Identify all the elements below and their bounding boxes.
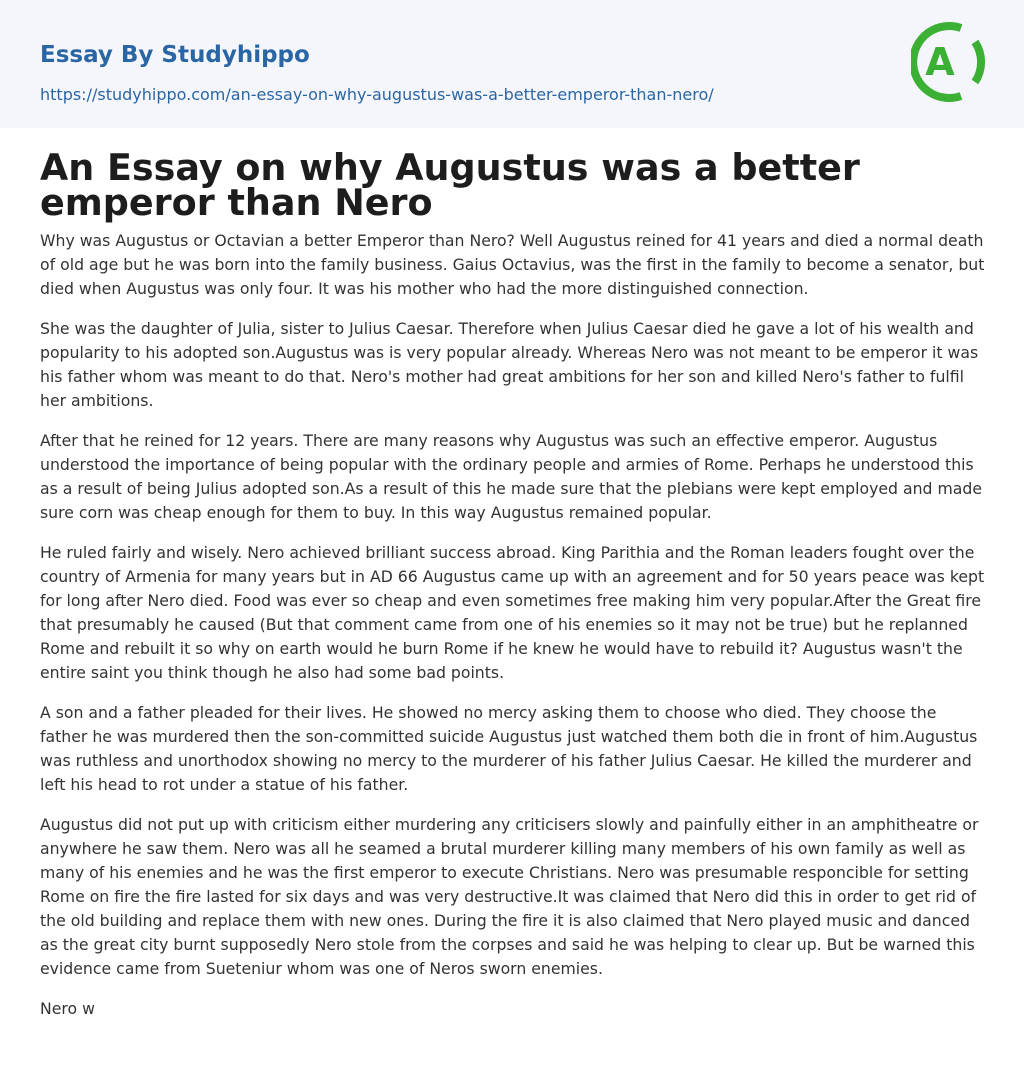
site-name[interactable]: Essay By Studyhippo [40, 42, 310, 68]
essay-paragraph: She was the daughter of Julia, sister to Julius Caesar. Therefore when Julius Caesar died he gave a lot of his wealth and popularity to his adopted son.Augustus was is very popular already. Whereas Nero was not meant to be emperor it was his father whom was meant to do that. Nero's mother had great ambitions for her son and killed Nero's father to fulfil her ambitions. [40, 319, 979, 410]
essay-paragraph: He ruled fairly and wisely. Nero achieved brilliant success abroad. King Parithia and the Roman leaders fought over the country of Armenia for many years but in AD 66 Augustus came up with an agreement and for 50 years peace was kept for long after Nero died. Food was ever so cheap and even sometimes free making him very popular.After the Great fire that presumably he caused (But that comment came from one of his enemies so it may not be true) but he replanned Rome and rebuilt it so why on earth would he burn Rome if he knew he would have to rebuild it? Augustus wasn't the entire saint you think though he also had some bad points. [40, 543, 985, 682]
essay-title: An Essay on why Augustus was a better emperor than Nero [40, 146, 860, 224]
essay-paragraph: Augustus did not put up with criticism either murdering any criticisers slowly and painfully either in an amphitheatre or anywhere he saw them. Nero was all he seamed a brutal murderer killing many members of his own family as well as many of his enemies and he was the first emperor to execute Christians. Nero was presumable responcible for setting Rome on fire the fire lasted for six days and was very destructive.It was claimed that Nero did this in order to get rid of the old building and replace them with new ones. During the fire it is also claimed that Nero played music and danced as the great city burnt supposedly Nero stole from the corpses and said he was helping to clear up. But be warned this evidence came from Sueteniur whom was one of Neros sworn enemies. [40, 815, 979, 978]
essay-paragraph: After that he reined for 12 years. There are many reasons why Augustus was such an effective emperor. Augustus understood the importance of being popular with the ordinary people and armies of Rome. Perhaps he understood this as a result of being Julius adopted son.As a result of this he made sure that the plebians were kept employed and made sure corn was cheap enough for them to buy. In this way Augustus remained popular. [40, 431, 982, 522]
studyhippo-logo-icon[interactable] [911, 18, 987, 106]
site-header [0, 0, 1024, 128]
essay-paragraph: Why was Augustus or Octavian a better Emperor than Nero? Well Augustus reined for 41 years and died a normal death of old age but he was born into the family business. Gaius Octavius, was the first in the family to become a senator, but died when Augustus was only four. It was his mother who had the more distinguished connection. [40, 231, 985, 298]
logo-letter: A [925, 40, 955, 84]
essay-paragraph: A son and a father pleaded for their lives. He showed no mercy asking them to choose who died. They choose the father he was murdered then the son-committed suicide Augustus just watched them both die in front of him.Augustus was ruthless and unorthodox showing no mercy to the murderer of his father Julius Caesar. He killed the murderer and left his head to rot under a statue of his father. [40, 703, 978, 794]
source-url-link[interactable]: https://studyhippo.com/an-essay-on-why-augustus-was-a-better-emperor-than-nero/ [40, 85, 714, 104]
essay-body [40, 229, 986, 1037]
essay-paragraph-truncated: Nero w [40, 999, 95, 1018]
